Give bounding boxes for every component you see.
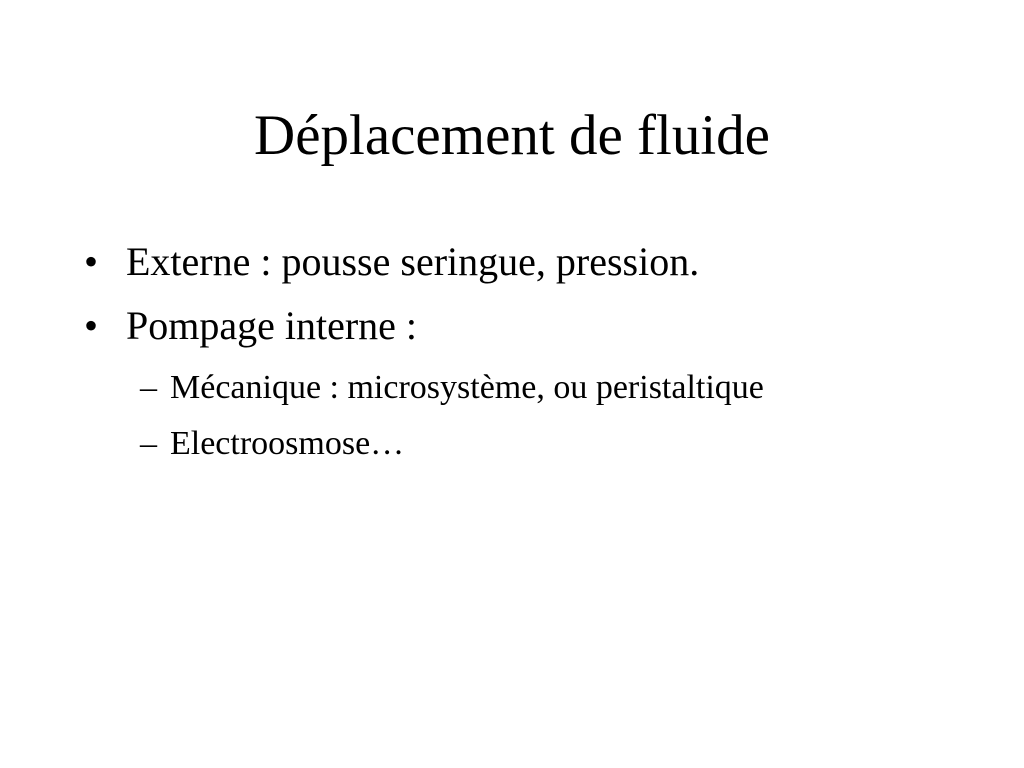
sub-bullet-list (84, 360, 984, 472)
bullet-marker: • (84, 303, 99, 348)
bullet-item-externe (84, 232, 984, 292)
bullet-text: Externe : pousse seringue, pression. (126, 239, 700, 284)
bullet-item-pompage-interne (84, 296, 984, 472)
sub-bullet-marker: – (140, 425, 157, 462)
bullet-text: Pompage interne : (126, 303, 418, 348)
sub-bullet-item-electroosmose (140, 416, 984, 472)
slide-title: Déplacement de fluide (254, 104, 770, 167)
bullet-list (84, 232, 984, 472)
sub-bullet-marker: – (140, 369, 157, 406)
sub-bullet-text: Electroosmose… (170, 425, 405, 462)
sub-bullet-item-mecanique (140, 360, 984, 416)
sub-bullet-text: Mécanique : microsystème, ou peristaltique (170, 369, 764, 406)
bullet-marker: • (84, 239, 99, 284)
